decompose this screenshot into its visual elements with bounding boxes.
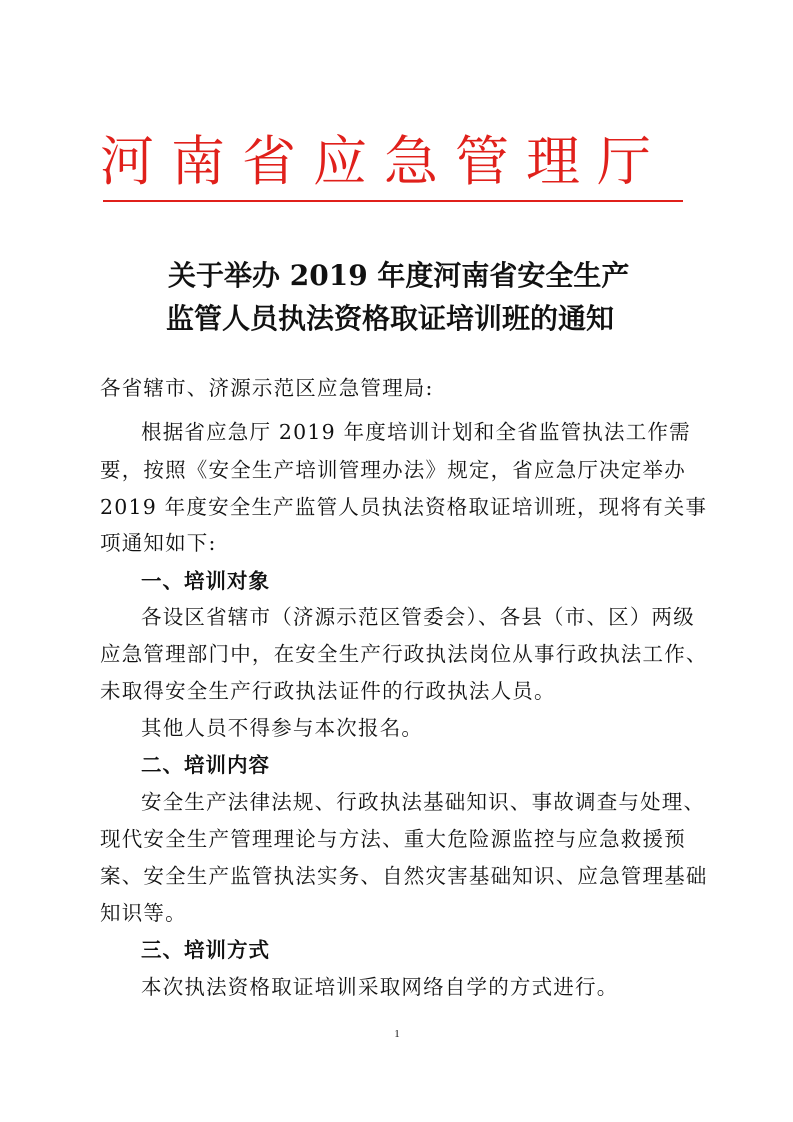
section1-line: 各设区省辖市（济源示范区管委会）、各县（市、区）两级	[141, 605, 695, 629]
intro-line: 根据省应急厅 2019 年度培训计划和全省监管执法工作需	[141, 420, 691, 444]
section1-line: 未取得安全生产行政执法证件的行政执法人员。	[100, 679, 556, 703]
section3-line: 本次执法资格取证培训采取网络自学的方式进行。	[141, 975, 619, 999]
page-number: 1	[394, 1028, 400, 1040]
letterhead-divider	[103, 200, 683, 202]
intro-line: 2019 年度安全生产监管人员执法资格取证培训班，现将有关事	[100, 495, 708, 519]
document-title-line-2: 监管人员执法资格取证培训班的通知	[166, 302, 615, 335]
section1-note: 其他人员不得参与本次报名。	[141, 716, 424, 740]
section-heading-training-targets: 一、培训对象	[141, 569, 270, 593]
section-heading-training-method: 三、培训方式	[141, 938, 270, 962]
letterhead-org-name: 河南省应急管理厅	[100, 130, 668, 193]
section1-line: 应急管理部门中，在安全生产行政执法岗位从事行政执法工作、	[100, 642, 708, 666]
salutation: 各省辖市、济源示范区应急管理局:	[100, 376, 434, 400]
section-heading-training-content: 二、培训内容	[141, 753, 270, 777]
document-title-line-1: 关于举办 2019 年度河南省安全生产	[168, 259, 630, 292]
intro-line: 项通知如下:	[100, 531, 217, 555]
section2-line: 现代安全生产管理理论与方法、重大危险源监控与应急救援预	[100, 827, 686, 851]
section2-line: 案、安全生产监管执法实务、自然灾害基础知识、应急管理基础	[100, 864, 708, 888]
intro-line: 要，按照《安全生产培训管理办法》规定，省应急厅决定举办	[100, 458, 686, 482]
section2-line: 安全生产法律法规、行政执法基础知识、事故调查与处理、	[141, 790, 706, 814]
section2-line: 知识等。	[100, 901, 187, 925]
